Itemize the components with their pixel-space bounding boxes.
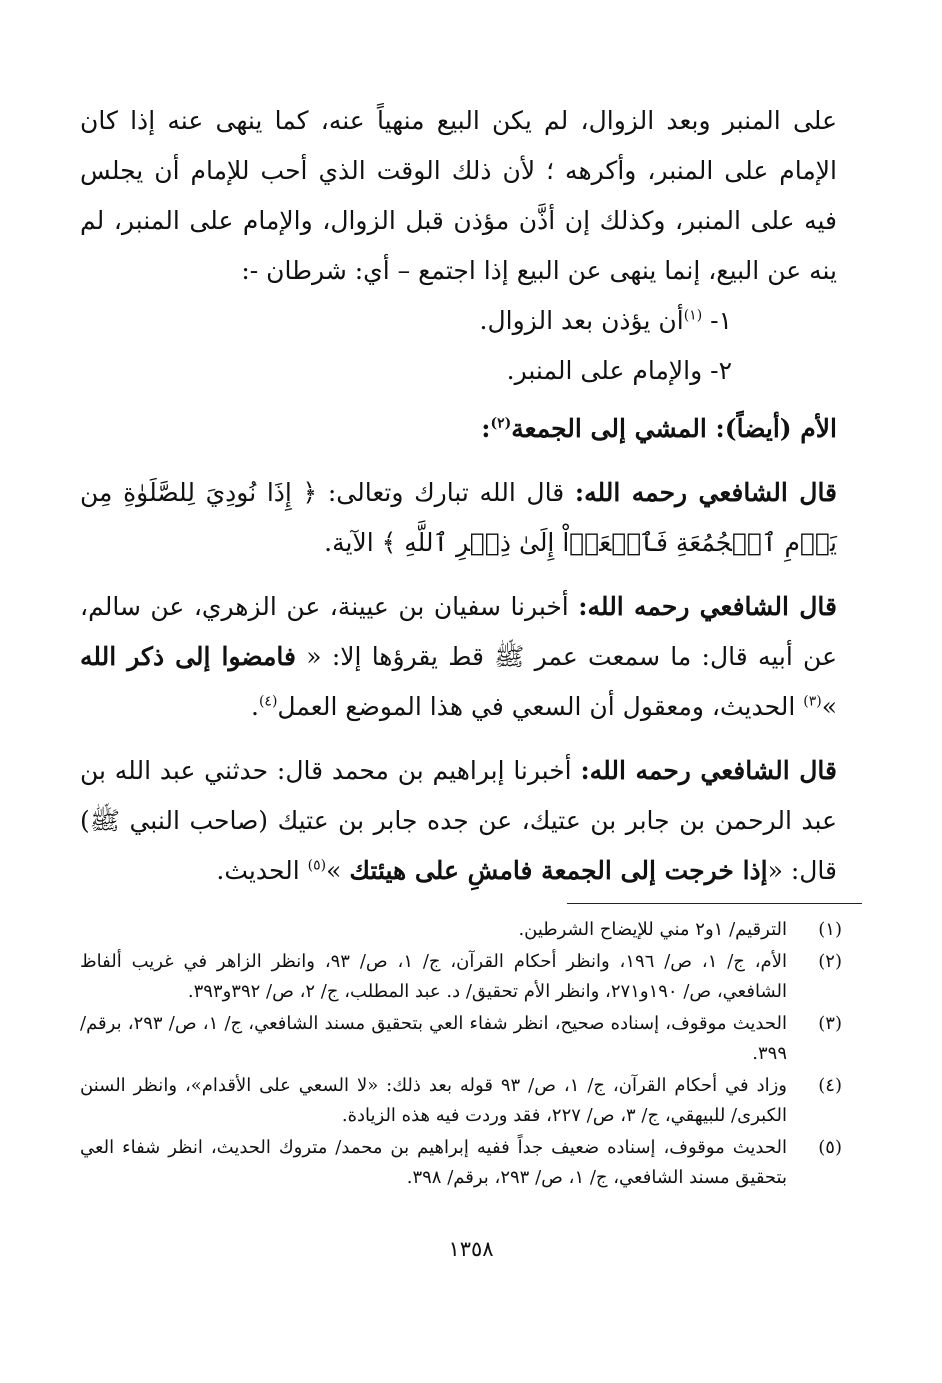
footnote-number: (٤) (818, 1075, 842, 1096)
paragraph-1: على المنبر وبعد الزوال، لم يكن البيع منهياً عنه، كما ينهى عنه إذا كان الإمام على المنبر، وأكرهه ؛ لأن ذلك الوقت الذي أحب للإمام أن يجلس فيه على المنبر، وكذلك إن أذَّن مؤذن قبل الزوال، والإمام على المنبر، لم ينه عن البيع، إنما ينهى عن البيع إذا اجتمع – أي: شرطان -: (80, 106, 837, 285)
footnote-number: (٢) (818, 951, 842, 972)
quote-block-2-text: أخبرنا سفيان بن عيينة، عن الزهري، عن سالم، عن أبيه قال: ما سمعت عمر ﷺ قط يقرؤها إلا: « (80, 592, 837, 671)
footnote-number: (٥) (818, 1137, 842, 1158)
quote-block-2-close: » (821, 692, 837, 721)
footnote-ref-5: (٥) (307, 857, 327, 874)
main-text (80, 96, 837, 896)
footnote-ref-2: (٢) (490, 415, 512, 432)
list-item-2: ٢- والإمام على المنبر. (506, 356, 732, 385)
list-item-1 (80, 296, 837, 346)
footnote-number: (٣) (818, 1013, 842, 1034)
quote-block-3 (80, 746, 837, 896)
quote-block-2 (80, 582, 837, 732)
quote-block-1 (80, 468, 837, 568)
footnote-text: الحديث موقوف، إسناده ضعيف جداً ففيه إبراهيم بن محمد/ متروك الحديث، انظر شفاء العي بتحقيق مسند الشافعي، ج/ ١، ص/ ٢٩٣، برقم/ ٣٩٨. (80, 1137, 787, 1188)
footnote-1 (80, 915, 842, 945)
footnotes (80, 915, 842, 1195)
quote-block-3-end: الحديث. (216, 856, 300, 885)
footnote-ref-4: (٤) (258, 693, 278, 710)
footnote-divider (567, 903, 862, 904)
footnote-2 (80, 947, 842, 1007)
footnote-text: وزاد في أحكام القرآن، ج/ ١، ص/ ٩٣ قوله بعد ذلك: «لا السعي على الأقدام»، وانظر السنن الكبرى/ للبيهقي، ج/ ٣، ص/ ٢٢٧، فقد وردت فيه هذه الزيادة. (80, 1075, 787, 1126)
quote-block-2-hadith: فامضوا إلى ذكر الله (80, 642, 296, 671)
section-heading-colon: : (481, 414, 491, 443)
list-item-1-number: ١- (710, 306, 732, 335)
footnote-text: الترقيم/ ١و٢ مني للإيضاح الشرطين. (518, 919, 787, 940)
quote-block-2-end: . (251, 692, 259, 721)
footnote-text: الأم، ج/ ١، ص/ ١٩٦، وانظر أحكام القرآن، ج/ ١، ص/ ٩٣، وانظر الزاهر في غريب ألفاظ الشافعي، ص/ ١٩٠و٢٧١، وانظر الأم تحقيق/ د. عبد المطلب، ج/ ٢، ص/ ٣٩٢و٣٩٣. (80, 951, 787, 1002)
quote-block-1-text: قال الله تبارك وتعالى: ﴿ إِذَا نُودِيَ لِلصَّلَوٰةِ مِن يَوۡمِ ٱلۡجُمُعَةِ فَٱسۡعَوۡاْ إِلَىٰ ذِكۡرِ ٱللَّهِ ﴾ الآية. (80, 478, 837, 557)
speaker-label: قال الشافعي رحمه الله: (578, 592, 837, 621)
section-heading-text: الأم (أيضاً): المشي إلى الجمعة (511, 414, 837, 443)
quote-block-3-close: » (326, 856, 342, 885)
footnote-text: الحديث موقوف، إسناده صحيح، انظر شفاء العي بتحقيق مسند الشافعي، ج/ ١، ص/ ٢٩٣، برقم/ ٣٩٩. (80, 1013, 787, 1064)
footnote-5 (80, 1133, 842, 1193)
footnote-3 (80, 1009, 842, 1069)
speaker-label: قال الشافعي رحمه الله: (580, 756, 837, 785)
quote-block-2-text-2: الحديث، ومعقول أن السعي في هذا الموضع العمل (277, 692, 796, 721)
footnote-number: (١) (818, 919, 842, 940)
speaker-label: قال الشافعي رحمه الله: (574, 478, 838, 507)
quote-block-3-hadith: إذا خرجت إلى الجمعة فامشِ على هيئتك (349, 856, 768, 885)
footnote-4 (80, 1071, 842, 1131)
list-item-1-text: أن يؤذن بعد الزوال. (479, 306, 684, 335)
page-number: ١٣٥٨ (448, 1237, 494, 1261)
footnote-ref-1: (١) (683, 307, 703, 324)
quote-block-3-text: أخبرنا إبراهيم بن محمد قال: حدثني عبد الله بن عبد الرحمن بن جابر بن عتيك، عن جده جابر بن عتيك (صاحب النبي ﷺ) قال: « (80, 756, 837, 885)
section-heading (80, 404, 837, 454)
footnote-ref-3: (٣) (803, 693, 822, 710)
